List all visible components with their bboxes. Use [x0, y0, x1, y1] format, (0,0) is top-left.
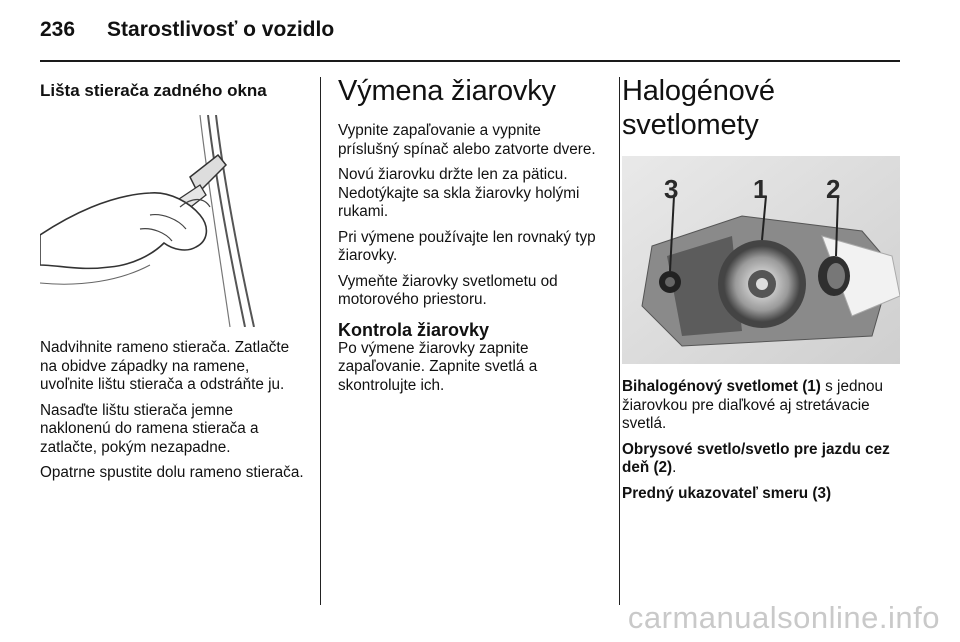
watermark: carmanualsonline.info: [627, 600, 940, 635]
callout-label-3: 3: [664, 174, 679, 204]
callout-label-1: 1: [753, 174, 768, 204]
column-wiper: [40, 74, 305, 490]
column-divider-2: [619, 77, 620, 605]
halogen-item-3: [622, 485, 904, 504]
bulb-paragraph-4: Vymeňte žiarovky svetlometu od motorového priestoru.: [338, 272, 558, 308]
section-heading-wiper: Lišta stierača zadného okna: [40, 81, 267, 100]
callout-label-2: 2: [826, 174, 841, 204]
halogen-item-2-bold: Obrysové svetlo/svetlo pre jazdu cez deň (2): [622, 440, 890, 476]
halogen-item-3-bold: Predný ukazovateľ smeru (3): [622, 484, 832, 502]
header-rule: [40, 60, 900, 62]
bulb-check-paragraph: Po výmene žiarovky zapnite zapaľovanie. Zapnite svetlá a skontrolujte ich.: [338, 339, 538, 394]
wiper-paragraph-3: Opatrne spustite dolu rameno stierača.: [40, 464, 304, 481]
bulb-paragraph-3: Pri výmene používajte len rovnaký typ žiarovky.: [338, 228, 596, 264]
bulb-paragraph-2: Novú žiarovku držte len za päticu. Nedotýkajte sa skla žiarovky holými rukami.: [338, 166, 580, 220]
column-divider-1: [320, 77, 321, 605]
column-bulb-replacement: [338, 74, 600, 402]
section-heading-bulb: Výmena žiarovky: [338, 75, 556, 107]
halogen-item-1: [622, 378, 904, 434]
section-heading-halogen: Halogénové svetlomety: [622, 75, 775, 141]
page-title: Starostlivosť o vozidlo: [107, 18, 335, 41]
wiper-blade-illustration: [40, 115, 302, 327]
headlamp-photo: [622, 156, 900, 364]
wiper-paragraph-1: Nadvihnite rameno stierača. Zatlačte na obidve západky na ramene, uvoľnite lištu stierača a odstráňte ju.: [40, 339, 290, 393]
page-header: [40, 18, 334, 48]
halogen-item-1-text: s jednou žiarovkou pre diaľkové aj stretávacie svetlá.: [622, 378, 883, 432]
halogen-item-1-bold: Bihalogénový svetlomet (1): [622, 378, 821, 395]
wiper-paragraph-2: Nasaďte lištu stierača jemne naklonenú do ramena stierača a zatlačte, pokým nezapadne.: [40, 401, 259, 456]
page-number: 236: [40, 18, 76, 41]
bulb-paragraph-1: Vypnite zapaľovanie a vypnite príslušný spínač alebo zatvorte dvere.: [338, 122, 596, 158]
column-halogen: [622, 74, 904, 510]
subheading-bulb-check: Kontrola žiarovky: [338, 319, 490, 340]
halogen-item-2: [622, 441, 904, 478]
halogen-item-2-text: .: [672, 459, 677, 476]
